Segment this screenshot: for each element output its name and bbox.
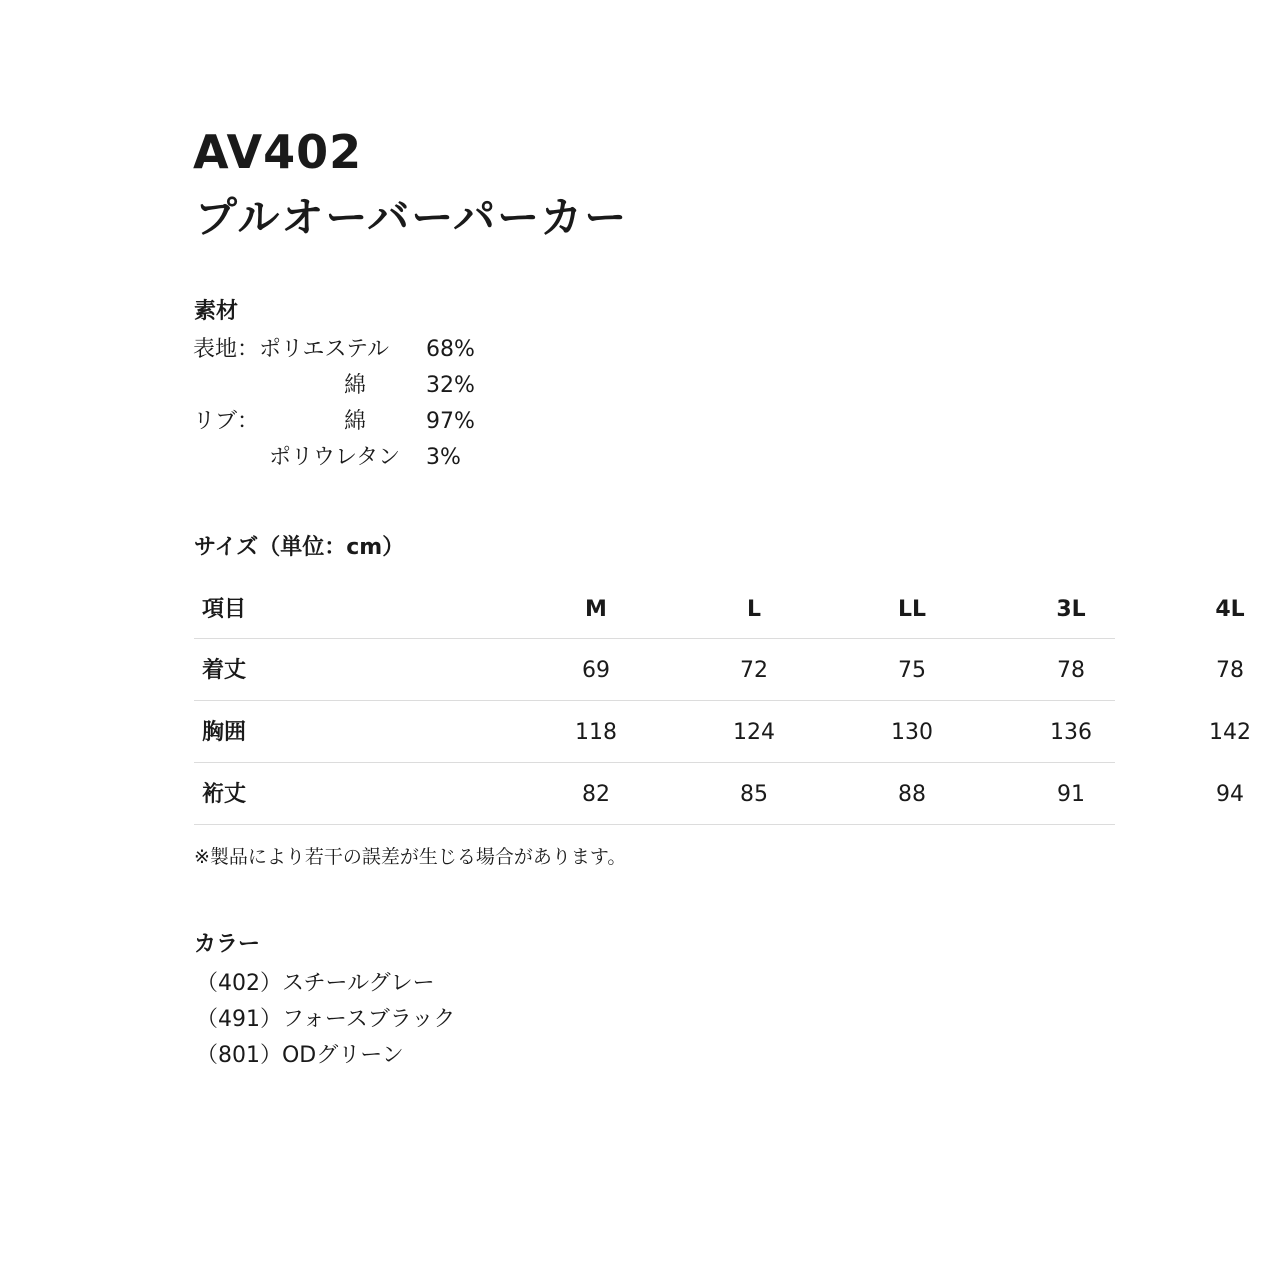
column-header-l: L bbox=[746, 597, 762, 622]
table-cell: 75 bbox=[898, 658, 926, 683]
column-header-m: M bbox=[585, 597, 607, 622]
row-label-chest: 胸囲 bbox=[202, 720, 247, 745]
table-cell: 78 bbox=[1057, 658, 1085, 683]
table-cell: 85 bbox=[740, 782, 768, 807]
table-row bbox=[194, 763, 1244, 825]
table-cell: 72 bbox=[740, 658, 768, 683]
material-line-shell: 表地：ポリエステル bbox=[193, 337, 390, 362]
table-cell: 88 bbox=[898, 782, 926, 807]
column-header-item: 項目 bbox=[202, 597, 247, 622]
material-percent-polyurethane: 3% bbox=[426, 445, 461, 470]
table-cell: 78 bbox=[1216, 658, 1244, 683]
material-line-rib-cotton: 綿 bbox=[344, 409, 367, 434]
table-header-row bbox=[194, 578, 1245, 639]
material-heading: 素材 bbox=[194, 299, 239, 324]
column-header-3l: 3L bbox=[1056, 597, 1086, 622]
table-cell: 69 bbox=[582, 658, 610, 683]
table-row bbox=[194, 639, 1244, 701]
column-header-4l: 4L bbox=[1215, 597, 1245, 622]
color-item-491: （491）フォースブラック bbox=[196, 1007, 456, 1032]
table-cell: 136 bbox=[1050, 720, 1092, 745]
size-table bbox=[194, 578, 1251, 825]
product-name: プルオーバーパーカー bbox=[195, 193, 629, 242]
material-line-polyurethane: ポリウレタン bbox=[269, 445, 401, 470]
material-percent-polyester: 68% bbox=[426, 337, 475, 362]
row-label-sleeve: 裄丈 bbox=[202, 782, 247, 807]
column-header-ll: LL bbox=[897, 597, 927, 622]
material-percent-cotton: 32% bbox=[426, 373, 475, 398]
table-cell: 130 bbox=[891, 720, 933, 745]
product-code: AV402 bbox=[193, 125, 363, 179]
table-cell: 118 bbox=[575, 720, 617, 745]
size-heading: サイズ（単位：cm） bbox=[194, 535, 405, 560]
color-item-402: （402）スチールグレー bbox=[196, 971, 435, 996]
table-cell: 124 bbox=[733, 720, 775, 745]
material-percent-rib-cotton: 97% bbox=[426, 409, 475, 434]
color-heading: カラー bbox=[194, 932, 261, 957]
table-cell: 82 bbox=[582, 782, 610, 807]
table-cell: 94 bbox=[1216, 782, 1244, 807]
table-row bbox=[194, 701, 1251, 763]
row-label-length: 着丈 bbox=[202, 658, 247, 683]
size-note: ※製品により若干の誤差が生じる場合があります。 bbox=[194, 846, 627, 868]
material-line-rib: リブ： bbox=[193, 409, 260, 434]
table-cell: 91 bbox=[1057, 782, 1085, 807]
color-item-801: （801）ODグリーン bbox=[196, 1043, 404, 1068]
table-cell: 142 bbox=[1209, 720, 1251, 745]
material-line-cotton: 綿 bbox=[344, 373, 367, 398]
